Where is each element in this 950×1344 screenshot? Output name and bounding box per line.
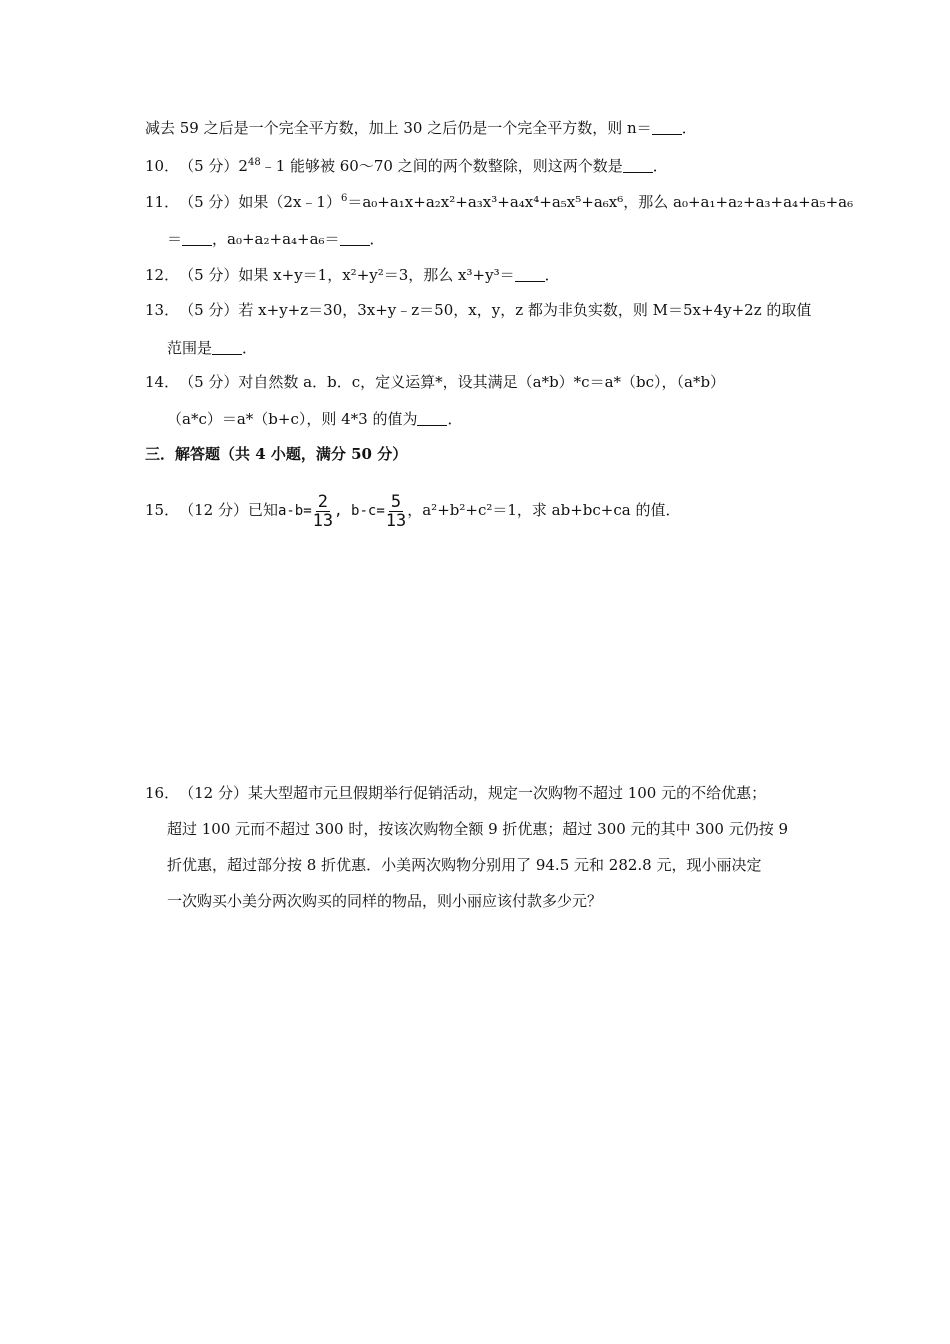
question-number: 11． [145, 193, 180, 211]
question-number: 14． [145, 373, 180, 391]
question-16-line4: 一次购买小美分两次购买的同样的物品，则小丽应该付款多少元？ [167, 892, 603, 910]
formula-image: a-b= $\frac{2}{13}$ , b-c= $\frac{5}{13}$ [277, 491, 407, 531]
question-15: 15．（12 分）已知a-b= $\frac{2}{13}$ , b-c= $\frac{5}{13}$ ，a²+b²+c²＝1，求 ab+bc+ca 的值． [145, 488, 680, 533]
question-number: 13． [145, 301, 180, 319]
question-number: 10． [145, 157, 180, 175]
answer-blank[interactable] [182, 231, 212, 246]
q9-continuation: 减去 59 之后是一个完全平方数，加上 30 之后仍是一个完全平方数，则 n＝ ． [145, 119, 697, 137]
answer-blank[interactable] [652, 120, 682, 135]
answer-blank[interactable] [340, 231, 370, 246]
question-number: 16． [145, 784, 180, 802]
question-16-line3: 折优惠，超过部分按 8 折优惠．小美两次购物分别用了 94.5 元和 282.8 元，现小丽决定 [167, 856, 762, 874]
answer-blank[interactable] [417, 411, 447, 426]
answer-blank[interactable] [515, 267, 545, 282]
question-16-line2: 超过 100 元而不超过 300 时，按该次购物全额 9 折优惠；超过 300 元的其中 300 元仍按 9 [167, 820, 789, 838]
question-10: 10．（5 分）$2^{48}﹣1$ 能够被 60～70 之间的两个数整除，则这两个数是 ． [145, 157, 668, 175]
question-16: 16．（12 分）某大型超市元旦假期举行促销活动，规定一次购物不超过 100 元的不给优惠； [145, 784, 767, 802]
question-12: 12．（5 分）如果 x+y＝1，x²+y²＝3，那么 x³+y³＝ ． [145, 266, 560, 284]
question-13-line2: 范围是 ． [167, 339, 258, 357]
question-number: 15． [145, 501, 180, 519]
question-14-line2: （a*c）＝a*（b+c），则 4*3 的值为 ． [167, 410, 463, 428]
question-13: 13．（5 分）若 x+y+z＝30，3x+y﹣z＝50，x，y，z 都为非负实数，则 M＝5x+4y+2z 的取值 [145, 301, 812, 319]
question-number: 12． [145, 266, 180, 284]
question-11: 11．（5 分）如果（2x﹣1）$^6$＝a₀+a₁x+a₂x²+a₃x³+a₄x⁴+a₅x⁵+a₆x⁶，那么 a₀+a₁+a₂+a₃+a₄+a₅+a₆ [145, 193, 854, 211]
question-11-line2: ＝ ，a₀+a₂+a₄+a₆＝ ． [167, 230, 385, 248]
answer-blank[interactable] [623, 158, 653, 173]
answer-blank[interactable] [212, 340, 242, 355]
section-heading: 三．解答题（共 4 小题，满分 50 分） [145, 445, 408, 463]
question-14: 14．（5 分）对自然数 a．b．c，定义运算*，设其满足（a*b）*c＝a*（bc），（a*b） [145, 373, 726, 391]
